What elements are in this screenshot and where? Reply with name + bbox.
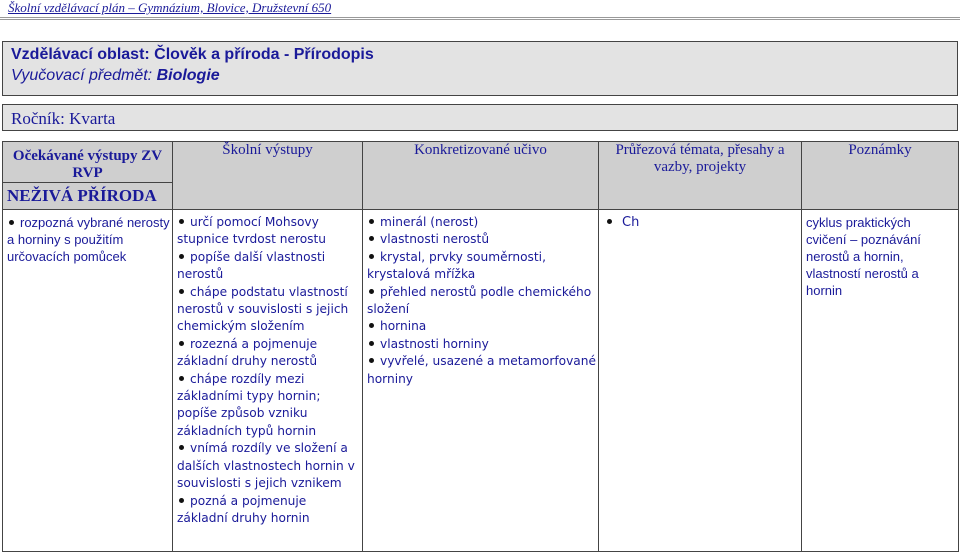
curriculum-table xyxy=(2,141,959,552)
bullet-icon xyxy=(369,236,374,241)
document-header: Školní vzdělávací plán – Gymnázium, Blovice, Družstevní 650 xyxy=(8,0,332,15)
header-expected-outputs xyxy=(3,142,173,210)
table-row xyxy=(3,210,959,552)
bullet-icon xyxy=(179,254,184,259)
list-item: Ch xyxy=(605,214,799,231)
list-item: přehled nerostů podle chemického složení xyxy=(367,284,592,317)
bullet-icon xyxy=(369,289,374,294)
list-item: popíše další vlastnosti nerostů xyxy=(177,249,326,282)
header-school-outputs: Školní výstupy xyxy=(173,142,363,210)
bullet-icon xyxy=(369,219,374,224)
list-item: minerál (nerost) xyxy=(367,214,596,231)
bullet-icon xyxy=(179,376,184,381)
grade-label: Ročník: Kvarta xyxy=(11,109,116,128)
notes-text: cyklus praktických cvičení – poznávání nerostů a hornin, vlastností nerostů a hornin xyxy=(806,215,921,298)
cross-topics-cell xyxy=(599,210,802,552)
list-item: pozná a pojmenuje základní druhy hornin xyxy=(177,493,310,525)
bullet-icon xyxy=(9,220,14,225)
list-item: vyvřelé, usazené a metamorfované horniny xyxy=(367,354,596,386)
header-notes: Poznámky xyxy=(802,142,959,210)
grade-box xyxy=(2,104,958,131)
bullet-icon xyxy=(179,219,184,224)
bullet-icon xyxy=(607,219,612,224)
list-item: chápe rozdíly mezi základními typy hornin; popíše způsob vzniku základních typů hornin xyxy=(177,371,321,438)
header-expected-outputs-label: Očekávané výstupy ZV RVP xyxy=(3,142,172,183)
list-item: vlastnosti nerostů xyxy=(367,231,596,248)
expected-outputs-cell xyxy=(3,210,173,552)
bullet-icon xyxy=(369,358,374,363)
curriculum-cell xyxy=(363,210,599,552)
list-item: chápe podstatu vlastností nerostů v souvislosti s jejich chemickým složením xyxy=(177,284,349,334)
bullet-icon xyxy=(369,341,374,346)
section-title: NEŽIVÁ PŘÍRODA xyxy=(7,186,157,205)
subject-prefix: Vyučovací předmět: xyxy=(11,67,157,84)
list-item: určí pomocí Mohsovy stupnice tvrdost nerostu xyxy=(177,215,327,247)
bullet-icon xyxy=(369,254,374,259)
list-item: rozpozná vybrané nerosty a horniny s použitím určovacích pomůcek xyxy=(7,215,170,264)
subject-name: Biologie xyxy=(156,67,220,84)
bullet-icon xyxy=(179,341,184,346)
list-item: hornina xyxy=(367,318,596,335)
bullet-icon xyxy=(179,445,184,450)
school-outputs-cell xyxy=(173,210,363,552)
bullet-icon xyxy=(369,323,374,328)
list-item: krystal, prvky souměrnosti, krystalová mřížka xyxy=(367,249,546,282)
bullet-icon xyxy=(179,289,184,294)
subject-line xyxy=(11,67,220,85)
notes-cell xyxy=(802,210,959,552)
list-item: rozezná a pojmenuje základní druhy nerostů xyxy=(177,336,318,369)
header-curriculum: Konkretizované učivo xyxy=(363,142,599,210)
education-area-box xyxy=(2,41,958,96)
bullet-icon xyxy=(179,498,184,503)
list-item: vnímá rozdíly ve složení a dalších vlastnostech hornin v souvislosti s jejich vznikem xyxy=(177,441,355,491)
education-area-title: Vzdělávací oblast: Člověk a příroda - Přírodopis xyxy=(11,46,374,63)
table-header-row xyxy=(3,142,959,210)
list-item: vlastnosti horniny xyxy=(367,336,596,353)
header-cross-topics: Průřezová témata, přesahy a vazby, projekty xyxy=(599,142,802,210)
header-divider xyxy=(0,17,960,20)
